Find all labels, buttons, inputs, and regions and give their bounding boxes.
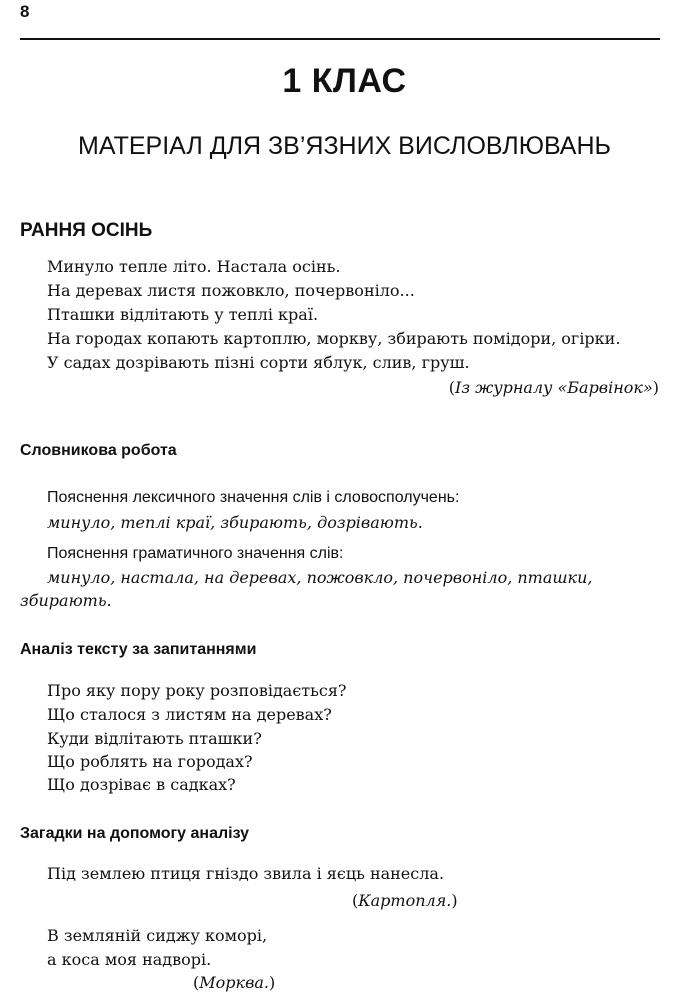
lexical-words: минуло, теплі краї, збирають, дозрівають. <box>47 513 423 532</box>
riddle-answer-text: Морква. <box>199 973 269 992</box>
grammatical-label: Пояснення граматичного значення слів: <box>47 545 344 562</box>
riddle-line: а коса моя надворі. <box>47 950 212 969</box>
question-line: Що роблять на городах? <box>47 752 253 771</box>
question-line: Що дозріває в садках? <box>47 775 236 794</box>
top-rule <box>20 38 660 40</box>
grammatical-words: минуло, настала, на деревах, пожовкло, почервоніло, пташки, <box>47 568 593 587</box>
riddle-line: Під землею птиця гніздо звила і яєць нанесла. <box>47 864 445 883</box>
grammatical-words-continued: збирають. <box>20 591 112 610</box>
question-line: Що сталося з листям на деревах? <box>47 705 332 724</box>
riddle-answer: (Картопля.) <box>352 891 458 910</box>
subtitle: МАТЕРІАЛ ДЛЯ ЗВ’ЯЗНИХ ВИСЛОВЛЮВАНЬ <box>78 132 611 160</box>
heading-vocabulary: Словникова робота <box>20 442 177 459</box>
text-line: У садах дозрівають пізні сорти яблук, слив, груш. <box>47 353 470 372</box>
source-text: Із журналу «Барвінок» <box>455 378 653 397</box>
riddle-answer-text: Картопля. <box>358 891 452 910</box>
riddle-answer: (Морква.) <box>193 973 276 992</box>
text-line: На городах копають картоплю, моркву, збирають помідори, огірки. <box>47 329 621 348</box>
source-citation: (Із журналу «Барвінок») <box>448 378 659 397</box>
page-number: 8 <box>20 2 30 21</box>
lexical-label: Пояснення лексичного значення слів і словосполучень: <box>47 489 460 506</box>
heading-early-autumn: РАННЯ ОСІНЬ <box>20 220 153 241</box>
grade-title: 1 КЛАС <box>282 62 407 100</box>
riddle-line: В земляній сиджу коморі, <box>47 926 268 945</box>
heading-analysis: Аналіз тексту за запитаннями <box>20 641 257 658</box>
text-line: На деревах листя пожовкло, почервоніло... <box>47 281 415 300</box>
text-line: Пташки відлітають у теплі краї. <box>47 305 319 324</box>
question-line: Куди відлітають пташки? <box>47 729 262 748</box>
text-line: Минуло тепле літо. Настала осінь. <box>47 257 341 276</box>
heading-riddles: Загадки на допомогу аналізу <box>20 825 250 842</box>
question-line: Про яку пору року розповідається? <box>47 681 347 700</box>
